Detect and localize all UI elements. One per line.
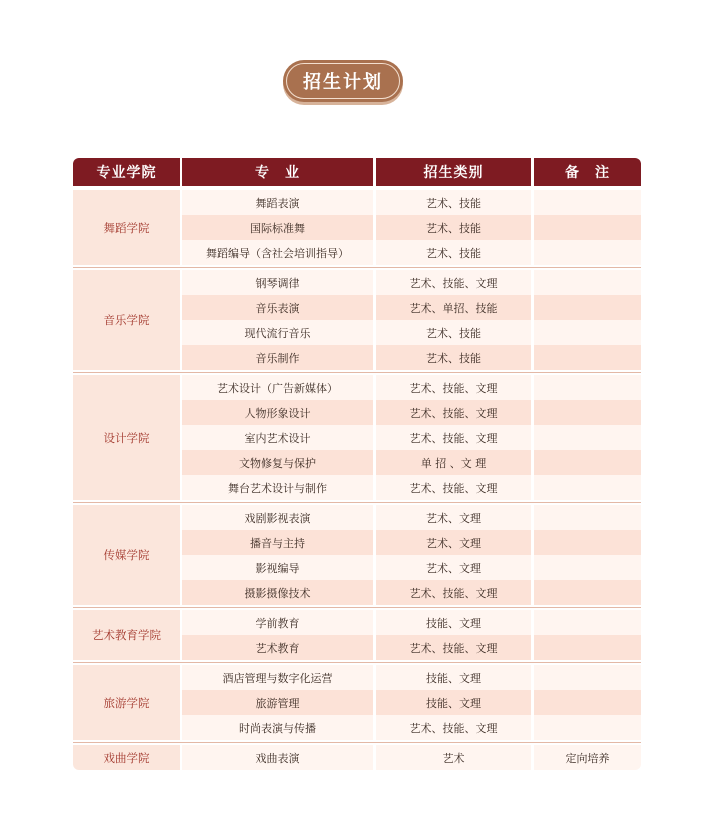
table-row: [182, 610, 641, 635]
college-group: [73, 665, 641, 740]
major-cell: 音乐制作: [182, 345, 373, 370]
college-group: [73, 375, 641, 500]
group-divider: [73, 502, 641, 503]
table-row: [182, 320, 641, 345]
table-row: [182, 580, 641, 605]
note-cell: [534, 715, 641, 740]
note-cell: [534, 240, 641, 265]
category-cell: 艺术、技能、文理: [376, 635, 531, 660]
note-cell: [534, 215, 641, 240]
category-cell: 艺术、技能、文理: [376, 580, 531, 605]
major-cell: 室内艺术设计: [182, 425, 373, 450]
category-cell: 艺术、文理: [376, 505, 531, 530]
college-group: [73, 190, 641, 265]
college-name: 传媒学院: [73, 505, 180, 605]
major-cell: 现代流行音乐: [182, 320, 373, 345]
table-row: [182, 375, 641, 400]
header-major: 专 业: [182, 158, 373, 186]
note-cell: [534, 320, 641, 345]
note-cell: 定向培养: [534, 745, 641, 770]
table-row: [182, 295, 641, 320]
category-cell: 艺术、技能、文理: [376, 475, 531, 500]
college-group: [73, 505, 641, 605]
note-cell: [534, 425, 641, 450]
category-cell: 艺术、技能: [376, 190, 531, 215]
note-cell: [534, 450, 641, 475]
college-name: 旅游学院: [73, 665, 180, 740]
college-group: [73, 610, 641, 660]
header-category: 招生类别: [376, 158, 531, 186]
table-row: [182, 555, 641, 580]
major-cell: 艺术设计（广告新媒体）: [182, 375, 373, 400]
major-cell: 舞蹈编导（含社会培训指导）: [182, 240, 373, 265]
group-divider: [73, 607, 641, 608]
category-cell: 艺术、技能: [376, 215, 531, 240]
major-cell: 影视编导: [182, 555, 373, 580]
college-group: [73, 270, 641, 370]
table-row: [182, 475, 641, 500]
header-college: 专业学院: [73, 158, 180, 186]
category-cell: 艺术、技能: [376, 240, 531, 265]
major-cell: 舞蹈表演: [182, 190, 373, 215]
table-row: [182, 215, 641, 240]
note-cell: [534, 530, 641, 555]
note-cell: [534, 270, 641, 295]
header-note: 备 注: [534, 158, 641, 186]
major-cell: 舞台艺术设计与制作: [182, 475, 373, 500]
major-cell: 人物形象设计: [182, 400, 373, 425]
category-cell: 技能、文理: [376, 690, 531, 715]
major-cell: 文物修复与保护: [182, 450, 373, 475]
page-title: 招生计划: [303, 72, 383, 93]
category-cell: 技能、文理: [376, 610, 531, 635]
note-cell: [534, 345, 641, 370]
category-cell: 艺术、技能、文理: [376, 715, 531, 740]
title-badge: [283, 60, 403, 102]
note-cell: [534, 610, 641, 635]
college-name: 音乐学院: [73, 270, 180, 370]
college-name: 舞蹈学院: [73, 190, 180, 265]
category-cell: 艺术、文理: [376, 555, 531, 580]
group-divider: [73, 742, 641, 743]
major-cell: 音乐表演: [182, 295, 373, 320]
major-cell: 播音与主持: [182, 530, 373, 555]
table-row: [182, 665, 641, 690]
college-name: 艺术教育学院: [73, 610, 180, 660]
table-row: [182, 530, 641, 555]
major-cell: 钢琴调律: [182, 270, 373, 295]
category-cell: 艺术、技能、文理: [376, 425, 531, 450]
note-cell: [534, 400, 641, 425]
category-cell: 艺术、技能、文理: [376, 270, 531, 295]
major-cell: 学前教育: [182, 610, 373, 635]
note-cell: [534, 555, 641, 580]
table-row: [182, 745, 641, 770]
group-divider: [73, 267, 641, 268]
note-cell: [534, 295, 641, 320]
college-name: 设计学院: [73, 375, 180, 500]
note-cell: [534, 375, 641, 400]
major-cell: 酒店管理与数字化运营: [182, 665, 373, 690]
major-cell: 旅游管理: [182, 690, 373, 715]
table-row: [182, 690, 641, 715]
category-cell: 艺术: [376, 745, 531, 770]
category-cell: 艺术、技能: [376, 320, 531, 345]
category-cell: 单 招 、文 理: [376, 450, 531, 475]
category-cell: 艺术、技能、文理: [376, 375, 531, 400]
major-cell: 戏曲表演: [182, 745, 373, 770]
table-row: [182, 505, 641, 530]
college-group: [73, 745, 641, 770]
major-cell: 艺术教育: [182, 635, 373, 660]
category-cell: 艺术、技能、文理: [376, 400, 531, 425]
group-divider: [73, 662, 641, 663]
note-cell: [534, 665, 641, 690]
table-row: [182, 400, 641, 425]
table-row: [182, 240, 641, 265]
note-cell: [534, 635, 641, 660]
major-cell: 戏剧影视表演: [182, 505, 373, 530]
note-cell: [534, 190, 641, 215]
table-row: [182, 190, 641, 215]
category-cell: 艺术、文理: [376, 530, 531, 555]
category-cell: 艺术、单招、技能: [376, 295, 531, 320]
note-cell: [534, 505, 641, 530]
table-row: [182, 635, 641, 660]
table-row: [182, 425, 641, 450]
table-row: [182, 450, 641, 475]
table-row: [182, 345, 641, 370]
category-cell: 艺术、技能: [376, 345, 531, 370]
note-cell: [534, 690, 641, 715]
college-name: 戏曲学院: [73, 745, 180, 770]
major-cell: 国际标准舞: [182, 215, 373, 240]
major-cell: 摄影摄像技术: [182, 580, 373, 605]
group-divider: [73, 372, 641, 373]
note-cell: [534, 580, 641, 605]
major-cell: 时尚表演与传播: [182, 715, 373, 740]
table-row: [182, 715, 641, 740]
table-row: [182, 270, 641, 295]
note-cell: [534, 475, 641, 500]
category-cell: 技能、文理: [376, 665, 531, 690]
